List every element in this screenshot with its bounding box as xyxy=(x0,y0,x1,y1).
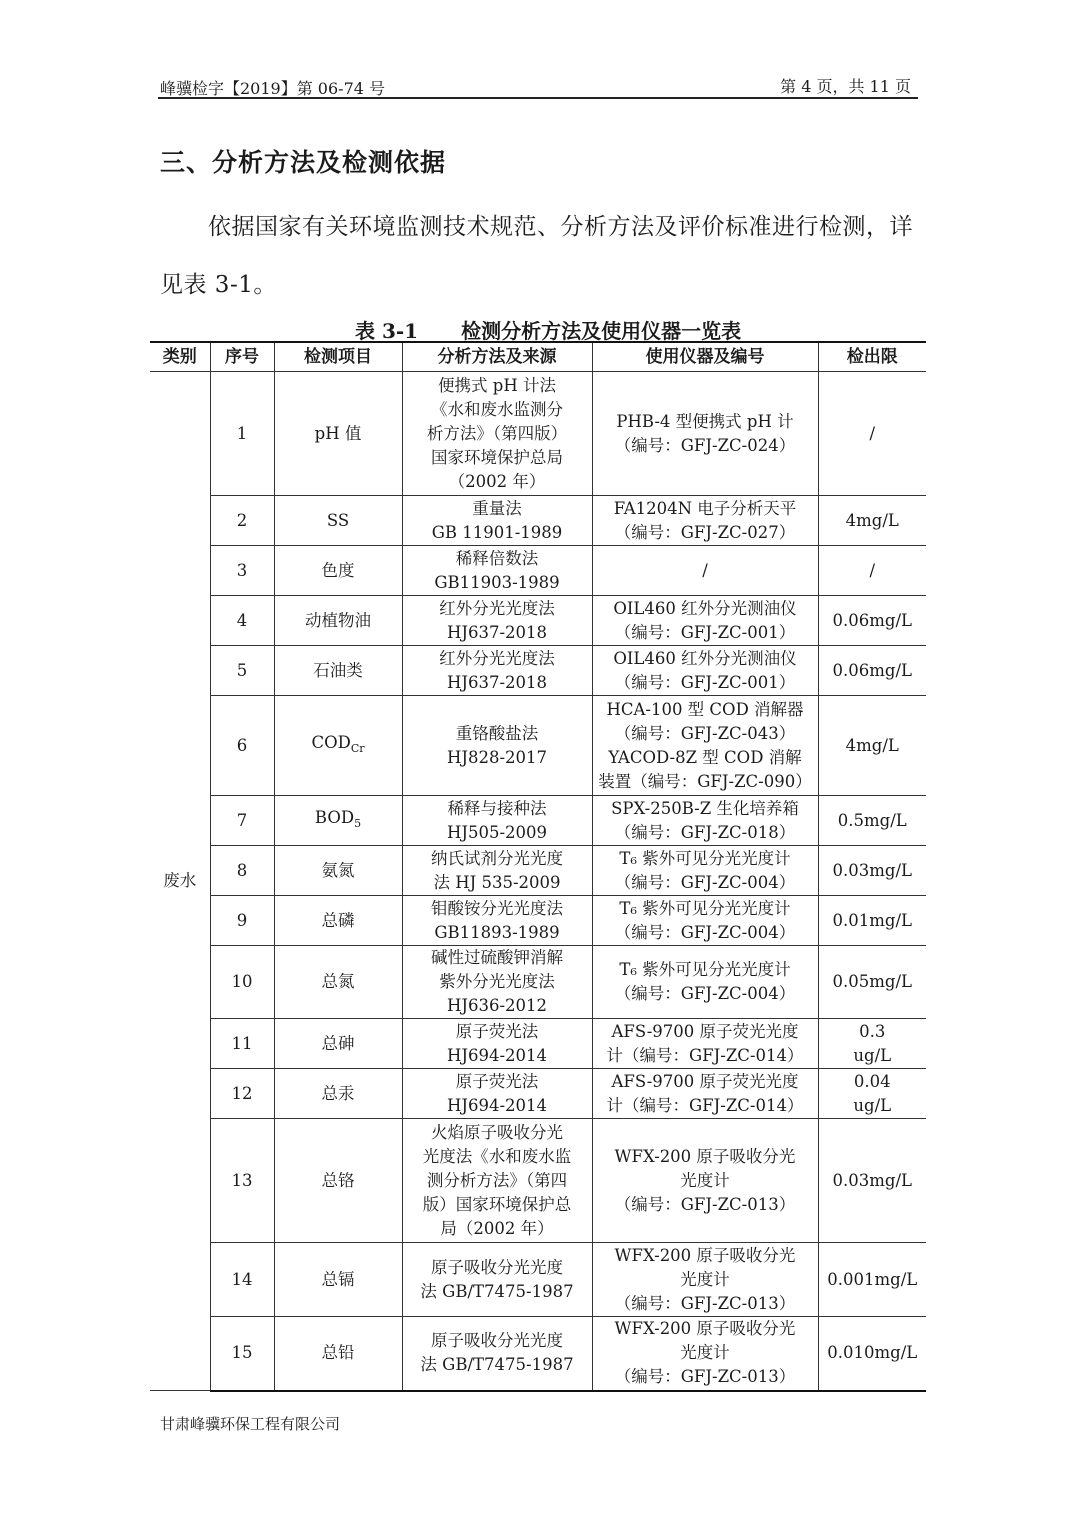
item-name: 氨氮 xyxy=(321,860,355,880)
item-name: 总磷 xyxy=(321,910,355,930)
instrument-cell xyxy=(592,1019,818,1069)
serial-cell: 5 xyxy=(210,646,274,696)
instrument-cell xyxy=(592,546,818,596)
serial-cell: 7 xyxy=(210,796,274,846)
method-cell-line: 稀释与接种法 xyxy=(447,798,547,818)
instrument-cell xyxy=(592,1243,818,1317)
item-name: pH 值 xyxy=(314,423,362,443)
instrument-cell-line: （编号：GFJ-ZC-013） xyxy=(614,1367,796,1387)
method-cell-line: HJ637-2018 xyxy=(446,622,548,642)
table-row xyxy=(150,646,926,696)
method-cell-line: 原子吸收分光光度 xyxy=(431,1331,563,1351)
serial-cell: 15 xyxy=(210,1317,274,1391)
table-row xyxy=(150,546,926,596)
instrument-cell xyxy=(592,796,818,846)
item-cell xyxy=(274,546,402,596)
header-serial: 序号 xyxy=(210,342,274,372)
item-cell xyxy=(274,1019,402,1069)
item-name: 石油类 xyxy=(313,660,363,680)
table-title: 检测分析方法及使用仪器一览表 xyxy=(461,319,742,343)
instrument-cell xyxy=(592,1317,818,1391)
category-cell: 废水 xyxy=(150,372,210,1391)
method-cell-line: 重铬酸盐法 xyxy=(455,723,539,743)
method-cell-line: 红外分光光度法 xyxy=(439,598,555,618)
limit-cell xyxy=(818,796,926,846)
table-row xyxy=(150,596,926,646)
instrument-cell-line: OIL460 红外分光测油仪 xyxy=(613,648,797,668)
table-row xyxy=(150,372,926,496)
instrument-cell-line: WFX-200 原子吸收分光 xyxy=(614,1319,796,1339)
instrument-cell-line: YACOD-8Z 型 COD 消解 xyxy=(608,747,802,767)
method-cell xyxy=(402,372,592,496)
method-cell xyxy=(402,696,592,796)
item-name: BOD xyxy=(314,807,355,827)
limit-cell-line: 0.001mg/L xyxy=(827,1269,918,1289)
instrument-cell-line: （编号：GFJ-ZC-004） xyxy=(614,984,796,1003)
limit-cell xyxy=(818,546,926,596)
item-subscript: Cr xyxy=(350,741,365,755)
method-cell xyxy=(402,1069,592,1119)
method-cell xyxy=(402,596,592,646)
limit-cell-line: 0.5mg/L xyxy=(837,810,907,830)
item-name: SS xyxy=(326,510,350,530)
method-cell-line: HJ637-2018 xyxy=(446,672,548,692)
item-name: 总汞 xyxy=(321,1083,355,1103)
page-indicator: 第 4 页，共 11 页 xyxy=(780,77,911,96)
item-cell xyxy=(274,946,402,1019)
instrument-cell-line: T₆ 紫外可见分光光度计 xyxy=(619,848,791,868)
serial-cell: 11 xyxy=(210,1019,274,1069)
header-item: 检测项目 xyxy=(274,342,402,372)
instrument-cell xyxy=(592,696,818,796)
instrument-cell-line: 光度计 xyxy=(680,1343,730,1363)
limit-cell xyxy=(818,1317,926,1391)
table-row xyxy=(150,1317,926,1391)
instrument-cell xyxy=(592,946,818,1019)
serial-cell: 9 xyxy=(210,896,274,946)
method-cell-line: 国家环境保护总局 xyxy=(431,447,563,467)
instrument-cell-line: WFX-200 原子吸收分光 xyxy=(614,1146,796,1166)
item-cell xyxy=(274,496,402,546)
method-cell-line: 稀释倍数法 xyxy=(455,548,539,568)
item-cell xyxy=(274,1119,402,1243)
limit-cell-line: 0.06mg/L xyxy=(832,660,912,680)
instrument-cell-line: AFS-9700 原子荧光光度 xyxy=(611,1021,799,1041)
item-name: 色度 xyxy=(321,560,355,580)
limit-cell xyxy=(818,1069,926,1119)
table-row xyxy=(150,1069,926,1119)
limit-cell xyxy=(818,372,926,496)
table-row xyxy=(150,796,926,846)
limit-cell-line: 0.05mg/L xyxy=(832,972,912,991)
method-cell xyxy=(402,896,592,946)
section-title: 三、分析方法及检测依据 xyxy=(160,148,447,177)
table-header-row xyxy=(150,342,926,372)
serial-cell: 3 xyxy=(210,546,274,596)
method-cell-line: HJ636-2012 xyxy=(446,996,548,1015)
instrument-cell-line: PHB-4 型便携式 pH 计 xyxy=(616,411,794,431)
table-row xyxy=(150,696,926,796)
limit-cell xyxy=(818,846,926,896)
serial-cell: 4 xyxy=(210,596,274,646)
item-name: 总砷 xyxy=(321,1033,355,1053)
instrument-cell-line: 计（编号：GFJ-ZC-014） xyxy=(606,1045,804,1065)
document-number: 峰骥检字【2019】第 06-74 号 xyxy=(160,79,386,98)
item-cell xyxy=(274,1317,402,1391)
limit-cell xyxy=(818,896,926,946)
method-cell-line: HJ505-2009 xyxy=(446,822,548,842)
item-name: 总氮 xyxy=(321,972,355,991)
instrument-cell-line: （编号：GFJ-ZC-001） xyxy=(614,672,796,692)
method-cell-line: GB11903-1989 xyxy=(434,572,560,592)
method-cell-line: HJ828-2017 xyxy=(446,747,548,767)
limit-cell xyxy=(818,696,926,796)
company-footer: 甘肃峰骥环保工程有限公司 xyxy=(160,1415,341,1433)
item-cell xyxy=(274,1243,402,1317)
method-cell xyxy=(402,1019,592,1069)
instrument-cell-line: 装置（编号：GFJ-ZC-090） xyxy=(598,771,812,791)
item-cell xyxy=(274,796,402,846)
limit-cell-line: / xyxy=(869,423,876,443)
item-name: 总镉 xyxy=(321,1269,355,1289)
method-cell-line: 碱性过硫酸钾消解 xyxy=(431,948,563,967)
method-cell xyxy=(402,846,592,896)
method-cell xyxy=(402,496,592,546)
table-body xyxy=(150,372,926,1391)
instrument-cell-line: OIL460 红外分光测油仪 xyxy=(613,598,797,618)
limit-cell-line: 0.3 xyxy=(859,1021,886,1041)
limit-cell-line: 0.06mg/L xyxy=(832,610,912,630)
item-cell xyxy=(274,646,402,696)
limit-cell-line: 0.04 xyxy=(853,1071,891,1091)
instrument-cell-line: T₆ 紫外可见分光光度计 xyxy=(619,960,791,979)
item-cell xyxy=(274,896,402,946)
limit-cell-line: 0.01mg/L xyxy=(832,910,912,930)
serial-cell: 12 xyxy=(210,1069,274,1119)
serial-cell: 8 xyxy=(210,846,274,896)
method-cell-line: 析方法》（第四版） xyxy=(426,423,568,443)
method-cell-line: （2002 年） xyxy=(448,471,546,491)
method-cell-line: 纳氏试剂分光光度 xyxy=(431,848,563,868)
instrument-cell-line: SPX-250B-Z 生化培养箱 xyxy=(611,798,799,818)
item-name: 总铅 xyxy=(321,1343,355,1363)
instrument-cell xyxy=(592,496,818,546)
table-row xyxy=(150,946,926,1019)
serial-cell: 1 xyxy=(210,372,274,496)
header-limit: 检出限 xyxy=(818,342,926,372)
item-cell xyxy=(274,846,402,896)
item-cell xyxy=(274,696,402,796)
method-cell-line: 火焰原子吸收分光 xyxy=(431,1122,563,1142)
method-cell-line: 测分析方法》（第四 xyxy=(426,1170,568,1190)
method-cell-line: 版）国家环境保护总 xyxy=(422,1194,572,1214)
method-cell-line: 钼酸铵分光光度法 xyxy=(431,898,563,918)
instrument-cell-line: / xyxy=(702,560,708,580)
methods-table xyxy=(150,341,926,1392)
method-cell-line: HJ694-2014 xyxy=(446,1045,548,1065)
method-cell-line: GB 11901-1989 xyxy=(431,522,563,542)
item-subscript: 5 xyxy=(354,816,362,830)
method-cell-line: 法 HJ 535-2009 xyxy=(433,872,561,892)
instrument-cell-line: （编号：GFJ-ZC-043） xyxy=(614,723,796,743)
instrument-cell-line: HCA-100 型 COD 消解器 xyxy=(606,699,804,719)
table-row xyxy=(150,1019,926,1069)
table-row xyxy=(150,1243,926,1317)
serial-cell: 6 xyxy=(210,696,274,796)
method-cell xyxy=(402,546,592,596)
limit-cell xyxy=(818,646,926,696)
instrument-cell-line: WFX-200 原子吸收分光 xyxy=(614,1245,796,1265)
instrument-cell xyxy=(592,1119,818,1243)
limit-cell-line: / xyxy=(869,560,876,580)
instrument-cell-line: AFS-9700 原子荧光光度 xyxy=(611,1071,799,1091)
method-cell-line: HJ694-2014 xyxy=(446,1095,548,1115)
method-cell xyxy=(402,1119,592,1243)
header-divider xyxy=(158,97,918,99)
item-name: COD xyxy=(311,732,351,752)
table-row xyxy=(150,496,926,546)
method-cell-line: 便携式 pH 计法 xyxy=(438,375,556,395)
instrument-cell xyxy=(592,372,818,496)
method-cell-line: 紫外分光光度法 xyxy=(439,972,555,991)
instrument-cell-line: （编号：GFJ-ZC-018） xyxy=(614,822,796,842)
method-cell-line: 原子吸收分光光度 xyxy=(431,1257,563,1277)
limit-cell-line: ug/L xyxy=(853,1095,892,1115)
limit-cell-line: 0.03mg/L xyxy=(832,1170,912,1190)
item-name: 总铬 xyxy=(321,1170,355,1190)
limit-cell xyxy=(818,1243,926,1317)
table-row xyxy=(150,846,926,896)
instrument-cell-line: （编号：GFJ-ZC-001） xyxy=(614,622,796,642)
instrument-cell xyxy=(592,646,818,696)
method-cell-line: 原子荧光法 xyxy=(455,1021,539,1041)
table-number: 表 3-1 xyxy=(355,319,419,343)
method-cell-line: 红外分光光度法 xyxy=(439,648,555,668)
header-method: 分析方法及来源 xyxy=(402,342,592,372)
item-name: 动植物油 xyxy=(305,610,371,630)
method-cell-line: 局（2002 年） xyxy=(440,1218,554,1238)
method-cell-line: 法 GB/T7475-1987 xyxy=(420,1355,574,1375)
instrument-cell xyxy=(592,896,818,946)
item-cell xyxy=(274,372,402,496)
limit-cell-line: 0.010mg/L xyxy=(827,1343,918,1363)
instrument-cell-line: 光度计 xyxy=(680,1170,730,1190)
instrument-cell-line: 计（编号：GFJ-ZC-014） xyxy=(606,1095,804,1115)
method-cell xyxy=(402,1243,592,1317)
method-cell xyxy=(402,946,592,1019)
instrument-cell-line: （编号：GFJ-ZC-027） xyxy=(614,522,796,542)
serial-cell: 2 xyxy=(210,496,274,546)
instrument-cell-line: （编号：GFJ-ZC-004） xyxy=(614,872,796,892)
limit-cell-line: 0.03mg/L xyxy=(832,860,912,880)
header-category: 类别 xyxy=(150,342,210,372)
intro-paragraph: 依据国家有关环境监测技术规范、分析方法及评价标准进行检测，详见表 3-1。 xyxy=(160,214,913,298)
item-cell xyxy=(274,596,402,646)
limit-cell xyxy=(818,596,926,646)
limit-cell-line: 4mg/L xyxy=(845,735,899,755)
method-cell xyxy=(402,1317,592,1391)
instrument-cell-line: 光度计 xyxy=(680,1269,730,1289)
limit-cell-line: ug/L xyxy=(853,1045,892,1065)
instrument-cell-line: （编号：GFJ-ZC-024） xyxy=(614,435,796,455)
table-row xyxy=(150,1119,926,1243)
method-cell-line: 原子荧光法 xyxy=(455,1071,539,1091)
instrument-cell-line: （编号：GFJ-ZC-004） xyxy=(614,922,796,942)
serial-cell: 14 xyxy=(210,1243,274,1317)
method-cell-line: 法 GB/T7475-1987 xyxy=(420,1281,574,1301)
method-cell-line: 重量法 xyxy=(472,498,522,518)
table-row xyxy=(150,896,926,946)
instrument-cell-line: FA1204N 电子分析天平 xyxy=(613,498,797,518)
header-instrument: 使用仪器及编号 xyxy=(592,342,818,372)
method-cell-line: 光度法《水和废水监 xyxy=(422,1146,572,1166)
method-cell-line: GB11893-1989 xyxy=(434,922,560,942)
instrument-cell xyxy=(592,1069,818,1119)
serial-cell: 13 xyxy=(210,1119,274,1243)
limit-cell xyxy=(818,496,926,546)
instrument-cell-line: T₆ 紫外可见分光光度计 xyxy=(619,898,791,918)
instrument-cell-line: （编号：GFJ-ZC-013） xyxy=(614,1194,796,1214)
instrument-cell xyxy=(592,846,818,896)
method-cell xyxy=(402,796,592,846)
instrument-cell-line: （编号：GFJ-ZC-013） xyxy=(614,1293,796,1313)
table-caption xyxy=(355,315,741,344)
method-cell xyxy=(402,646,592,696)
limit-cell xyxy=(818,1119,926,1243)
limit-cell xyxy=(818,1019,926,1069)
method-cell-line: 《水和废水监测分 xyxy=(431,399,563,419)
item-cell xyxy=(274,1069,402,1119)
limit-cell xyxy=(818,946,926,1019)
limit-cell-line: 4mg/L xyxy=(845,510,899,530)
instrument-cell xyxy=(592,596,818,646)
page-header xyxy=(160,74,917,98)
serial-cell: 10 xyxy=(210,946,274,1019)
